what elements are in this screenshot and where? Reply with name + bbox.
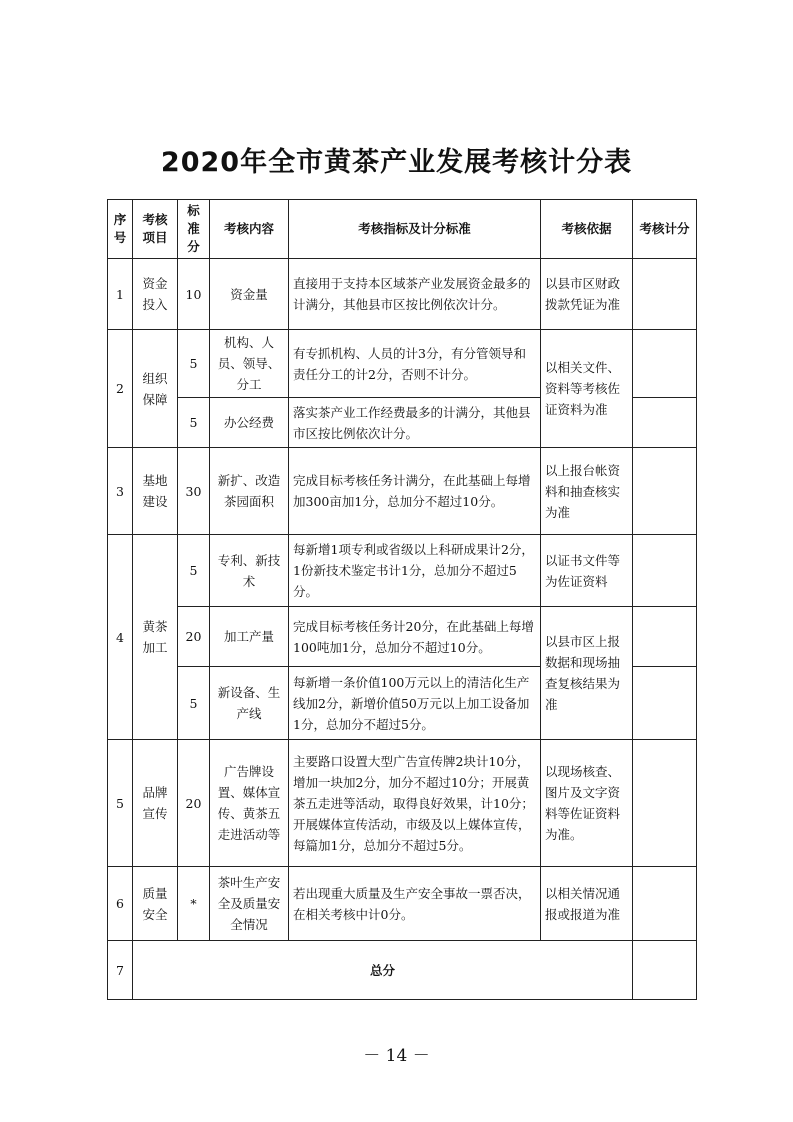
row-item: 资金投入 [133,259,178,330]
row-criteria: 有专抓机构、人员的计3分，有分管领导和责任分工的计2分，否则不计分。 [289,330,541,398]
table-row [108,259,697,330]
row-score-cell [633,867,697,941]
row-std: 10 [178,259,210,330]
total-label: 总分 [133,941,633,1000]
table-row [108,448,697,535]
row-content: 新扩、改造茶园面积 [210,448,289,535]
row-std: 5 [178,330,210,398]
table-row-total [108,941,697,1000]
row-basis: 以相关文件、资料等考核佐证资料为准 [541,330,633,448]
row-content: 茶叶生产安全及质量安全情况 [210,867,289,941]
row-content: 办公经费 [210,398,289,448]
row-item: 组织保障 [133,330,178,448]
row-score-cell [633,330,697,398]
header-score: 考核计分 [633,200,697,259]
row-std: * [178,867,210,941]
row-score-cell [633,740,697,867]
row-criteria: 每新增1项专利或省级以上科研成果计2分，1份新技术鉴定书计1分，总加分不超过5分。 [289,535,541,607]
row-seq: 4 [108,535,133,740]
table-row [108,607,697,667]
header-item: 考核项目 [133,200,178,259]
row-score-cell [633,607,697,667]
row-score-cell [633,448,697,535]
row-basis: 以县市区上报数据和现场抽查复核结果为准 [541,607,633,740]
row-criteria: 若出现重大质量及生产安全事故一票否决，在相关考核中计0分。 [289,867,541,941]
row-score-cell [633,398,697,448]
row-criteria: 完成目标考核任务计满分，在此基础上每增加300亩加1分，总加分不超过10分。 [289,448,541,535]
row-std: 20 [178,607,210,667]
row-std: 20 [178,740,210,867]
row-seq: 7 [108,941,133,1000]
row-content: 资金量 [210,259,289,330]
row-basis: 以现场核查、图片及文字资料等佐证资料为准。 [541,740,633,867]
row-seq: 3 [108,448,133,535]
table-row [108,535,697,607]
table-row [108,867,697,941]
header-criteria: 考核指标及计分标准 [289,200,541,259]
row-basis: 以上报台帐资料和抽查核实为准 [541,448,633,535]
row-content: 专利、新技术 [210,535,289,607]
row-seq: 1 [108,259,133,330]
row-item: 基地建设 [133,448,178,535]
row-content: 机构、人员、领导、分工 [210,330,289,398]
row-criteria: 落实茶产业工作经费最多的计满分，其他县市区按比例依次计分。 [289,398,541,448]
header-content: 考核内容 [210,200,289,259]
row-item: 质量安全 [133,867,178,941]
header-std: 标准分 [178,200,210,259]
row-score-cell [633,667,697,740]
row-content: 加工产量 [210,607,289,667]
row-std: 30 [178,448,210,535]
row-seq: 5 [108,740,133,867]
row-criteria: 主要路口设置大型广告宣传牌2块计10分，增加一块加2分，加分不超过10分；开展黄茶五走进等活动，取得良好效果，计10分；开展媒体宣传活动，市级及以上媒体宣传，每篇加1分，总加分不超过5分。 [289,740,541,867]
total-score-cell [633,941,697,1000]
table-row [108,330,697,398]
header-seq: 序号 [108,200,133,259]
row-item: 黄茶加工 [133,535,178,740]
table-row [108,740,697,867]
row-score-cell [633,259,697,330]
row-criteria: 直接用于支持本区域茶产业发展资金最多的计满分，其他县市区按比例依次计分。 [289,259,541,330]
row-seq: 6 [108,867,133,941]
page-number: － 14 － [363,1046,430,1066]
row-criteria: 完成目标考核任务计20分，在此基础上每增100吨加1分，总加分不超过10分。 [289,607,541,667]
row-criteria: 每新增一条价值100万元以上的清洁化生产线加2分，新增价值50万元以上加工设备加1分，总加分不超过5分。 [289,667,541,740]
row-basis: 以县市区财政拨款凭证为准 [541,259,633,330]
row-basis: 以相关情况通报或报道为准 [541,867,633,941]
row-item: 品牌宣传 [133,740,178,867]
row-std: 5 [178,535,210,607]
row-content: 广告牌设置、媒体宣传、黄茶五走进活动等 [210,740,289,867]
row-std: 5 [178,667,210,740]
score-table [107,199,697,1000]
row-basis: 以证书文件等为佐证资料 [541,535,633,607]
header-basis: 考核依据 [541,200,633,259]
row-score-cell [633,535,697,607]
row-std: 5 [178,398,210,448]
document-title: 2020年全市黄茶产业发展考核计分表 [160,147,633,178]
row-seq: 2 [108,330,133,448]
table-header-row [108,200,697,259]
row-content: 新设备、生产线 [210,667,289,740]
